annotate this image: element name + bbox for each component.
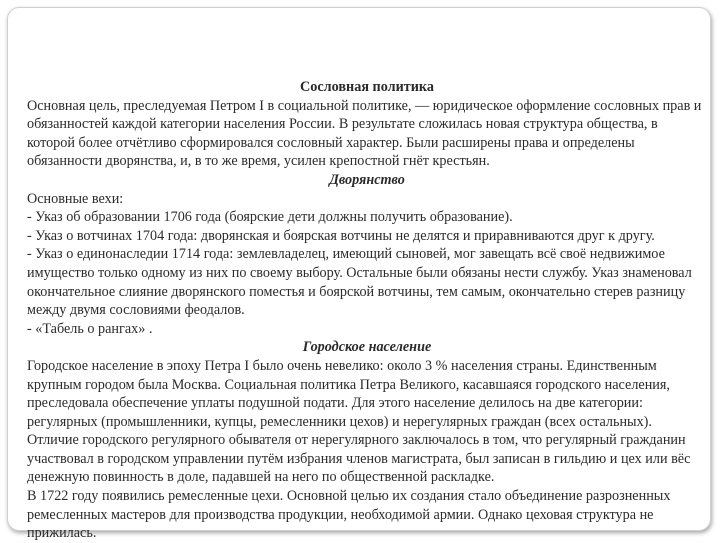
milestones-label: Основные вехи: bbox=[27, 190, 124, 207]
urban-heading: Городское население bbox=[302, 339, 432, 356]
slide-text bbox=[27, 78, 707, 543]
nobility-item: - «Табель о рангах» . bbox=[27, 320, 153, 337]
urban-paragraph: В 1722 году появились ремесленные цехи. Основной целью их создания стало объединение разрозненных ремесленных мастеров для производства продукции, необходимой армии. Однако цеховая структура не прижилась. bbox=[27, 488, 671, 542]
urban-paragraph: Городское население в эпоху Петра I было очень невелико: около 3 % населения страны. Единственным крупным городом была Москва. Социальная политика Петра Великого, касавшаяся городского населения, преследовала обеспечение уплаты подушной подати. Для этого население делилось на две категории: регулярных (промышленники, купцы, ремесленники цехов) и нерегулярных граждан (всех остальных). Отличие городского регулярного обывателя от нерегулярного заключалось в том, что регулярный гражданин участвовал в городском управлении путём избрания членов магистрата, был записан в гильдию и цех или вёс денежную повинность в доле, падавшей на него по общественной раскладке. bbox=[27, 357, 691, 486]
section-title: Сословная политика bbox=[300, 79, 434, 95]
slide-frame bbox=[7, 7, 711, 542]
intro-paragraph: Основная цель, преследуемая Петром I в социальной политике, — юридическое оформление сословных прав и обязанностей каждой категории населения России. В результате сложилась новая структура общества, в которой более отчётливо сформировался сословный характер. Были расширены права и определены обязанности дворянства, и, в то же время, усилен крепостной гнёт крестьян. bbox=[27, 97, 702, 170]
nobility-item: - Указ об образовании 1706 года (боярские дети должны получить образование). bbox=[27, 209, 513, 226]
nobility-item: - Указ о единонаследии 1714 года: землевладелец, имеющий сыновей, мог завещать всё своё недвижимое имущество только одному из них по своему выбору. Остальные были обязаны нести службу. Указ знаменовал окончательное слияние дворянского поместья и боярской вотчины, тем самым, окончательно стерев разницу между двумя сословиями феодалов. bbox=[27, 246, 692, 319]
nobility-item: - Указ о вотчинах 1704 года: дворянская и боярская вотчины не делятся и приравниваются друг к другу. bbox=[27, 227, 655, 244]
nobility-heading: Дворянство bbox=[329, 171, 405, 188]
